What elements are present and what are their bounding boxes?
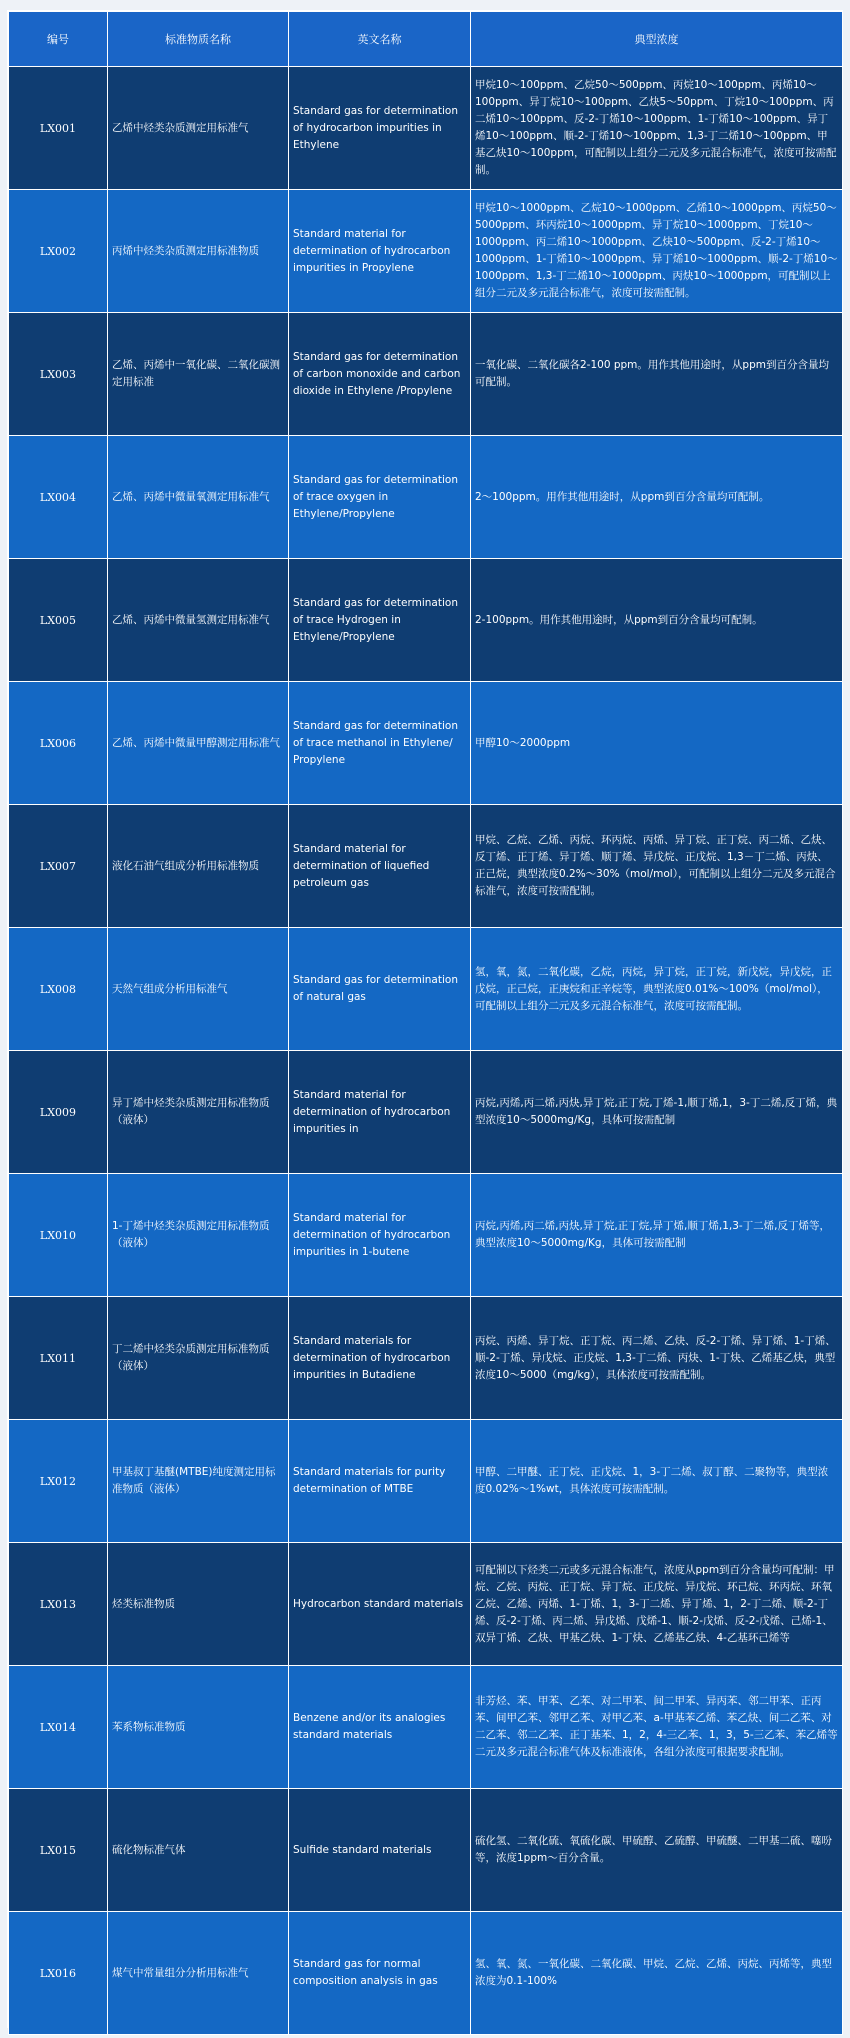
cell-code: LX013 [9,1543,108,1666]
cell-code: LX011 [9,1297,108,1420]
table-row [9,1174,843,1297]
table-row [9,1789,843,1912]
table-row [9,190,843,313]
table-row [9,559,843,682]
cell-concentration: 丙烷,丙烯,丙二烯,丙炔,异丁烷,正丁烷,异丁烯,顺丁烯,1,3-丁二烯,反丁烯等，典型浓度10～5000mg/Kg，具体可按需配制 [471,1174,843,1297]
cell-concentration: 甲烷10～1000ppm、乙烷10～1000ppm、乙烯10～1000ppm、丙烷50～5000ppm、环丙烷10～1000ppm、异丁烷10～1000ppm、丁烷10～1000ppm、丙二烯10～1000ppm、乙炔10～500ppm、反-2-丁烯10～1000ppm、1-丁烯10～1000ppm、异丁烯10～1000ppm、顺-2-丁烯10～1000ppm、1,3-丁二烯10～1000ppm、丙炔10～1000ppm，可配制以上组分二元及多元混合标准气，浓度可按需配制。 [471,190,843,313]
standard-materials-table [8,11,843,2035]
cell-name-cn: 硫化物标准气体 [108,1789,289,1912]
table-row [9,1543,843,1666]
cell-code: LX012 [9,1420,108,1543]
cell-name-cn: 乙烯中烃类杂质测定用标准气 [108,67,289,190]
cell-name-en: Standard materials for purity determination of MTBE [289,1420,471,1543]
cell-name-cn: 乙烯、丙烯中微量甲醇测定用标准气 [108,682,289,805]
table-row [9,67,843,190]
cell-code: LX004 [9,436,108,559]
header-code: 编号 [9,12,108,67]
cell-concentration: 2～100ppm。用作其他用途时，从ppm到百分含量均可配制。 [471,436,843,559]
cell-name-cn: 乙烯、丙烯中微量氢测定用标准气 [108,559,289,682]
cell-name-en: Sulfide standard materials [289,1789,471,1912]
cell-name-cn: 天然气组成分析用标准气 [108,928,289,1051]
table-row [9,436,843,559]
cell-concentration: 甲醇、二甲醚、正丁烷、正戊烷、1，3-丁二烯、叔丁醇、二聚物等，典型浓度0.02%～1%wt，具体浓度可按需配制。 [471,1420,843,1543]
cell-name-en: Standard gas for determination of hydrocarbon impurities in Ethylene [289,67,471,190]
cell-name-cn: 乙烯、丙烯中微量氧测定用标准气 [108,436,289,559]
cell-code: LX015 [9,1789,108,1912]
cell-code: LX006 [9,682,108,805]
cell-code: LX008 [9,928,108,1051]
cell-name-cn: 煤气中常量组分分析用标准气 [108,1912,289,2035]
cell-name-cn: 1-丁烯中烃类杂质测定用标准物质（液体） [108,1174,289,1297]
cell-concentration: 氢，氧，氮，二氧化碳，乙烷，丙烷，异丁烷，正丁烷，新戊烷，异戊烷，正戊烷，正己烷，正庚烷和正辛烷等，典型浓度0.01%～100%（mol/mol），可配制以上组分二元及多元混合标准气，浓度可按需配制。 [471,928,843,1051]
cell-concentration: 非芳烃、苯、甲苯、乙苯、对二甲苯、间二甲苯、异丙苯、邻二甲苯、正丙苯、间甲乙苯、邻甲乙苯、对甲乙苯、a-甲基苯乙烯、苯乙炔、间二乙苯、对二乙苯、邻二乙苯、正丁基苯、1，2，4-三乙苯、1，3，5-三乙苯、苯乙烯等二元及多元混合标准气体及标准液体，各组分浓度可根据要求配制。 [471,1666,843,1789]
header-name-en: 英文名称 [289,12,471,67]
cell-code: LX007 [9,805,108,928]
table-row [9,1420,843,1543]
cell-name-en: Standard gas for determination of natural gas [289,928,471,1051]
cell-name-cn: 丙烯中烃类杂质测定用标准物质 [108,190,289,313]
cell-name-cn: 液化石油气组成分析用标准物质 [108,805,289,928]
cell-name-en: Standard gas for normal composition analysis in gas [289,1912,471,2035]
cell-concentration: 甲烷、乙烷、乙烯、丙烷、环丙烷、丙烯、异丁烷、正丁烷、丙二烯、乙炔、反丁烯、正丁烯、异丁烯、顺丁烯、异戊烷、正戊烷、1,3－丁二烯、丙炔、正己烷，典型浓度0.2%～30%（mol/mol），可配制以上组分二元及多元混合标准气，浓度可按需配制。 [471,805,843,928]
table-row [9,1051,843,1174]
cell-concentration: 丙烷、丙烯、异丁烷、正丁烷、丙二烯、乙炔、反-2-丁烯、异丁烯、1-丁烯、顺-2-丁烯、异戊烷、正戊烷、1,3-丁二烯、丙炔、1-丁炔、乙烯基乙炔，典型浓度10～5000（mg/kg），具体浓度可按需配制。 [471,1297,843,1420]
cell-name-cn: 烃类标准物质 [108,1543,289,1666]
cell-name-en: Standard material for determination of hydrocarbon impurities in [289,1051,471,1174]
cell-name-en: Standard material for determination of hydrocarbon impurities in 1-butene [289,1174,471,1297]
cell-code: LX014 [9,1666,108,1789]
cell-concentration: 氢、氧、氮、一氧化碳、二氧化碳、甲烷、乙烷、乙烯、丙烷、丙烯等，典型浓度为0.1-100% [471,1912,843,2035]
cell-name-cn: 丁二烯中烃类杂质测定用标准物质（液体） [108,1297,289,1420]
table-row [9,313,843,436]
cell-name-en: Standard material for determination of hydrocarbon impurities in Propylene [289,190,471,313]
table-row [9,805,843,928]
cell-name-en: Standard materials for determination of hydrocarbon impurities in Butadiene [289,1297,471,1420]
cell-name-en: Standard gas for determination of trace Hydrogen in Ethylene/Propylene [289,559,471,682]
cell-name-cn: 乙烯、丙烯中一氧化碳、二氧化碳测定用标准 [108,313,289,436]
cell-code: LX002 [9,190,108,313]
cell-name-en: Standard material for determination of liquefied petroleum gas [289,805,471,928]
cell-name-cn: 甲基叔丁基醚(MTBE)纯度测定用标准物质（液体） [108,1420,289,1543]
cell-concentration: 2-100ppm。用作其他用途时，从ppm到百分含量均可配制。 [471,559,843,682]
cell-name-cn: 异丁烯中烃类杂质测定用标准物质（液体） [108,1051,289,1174]
cell-concentration: 丙烷,丙烯,丙二烯,丙炔,异丁烷,正丁烷,丁烯-1,顺丁烯,1，3-丁二烯,反丁烯，典型浓度10～5000mg/Kg，具体可按需配制 [471,1051,843,1174]
cell-concentration: 可配制以下烃类二元或多元混合标准气，浓度从ppm到百分含量均可配制：甲烷、乙烷、丙烷、正丁烷、异丁烷、正戊烷、异戊烷、环己烷、环丙烷、环氧乙烷、乙烯、丙烯、1-丁烯、1，3-丁二烯、异丁烯、1，2-丁二烯、顺-2-丁烯、反-2-丁烯、丙二烯、异戊烯、戊烯-1、顺-2-戊烯、反-2-戊烯、己烯-1、双异丁烯、乙炔、甲基乙炔、1-丁炔、乙烯基乙炔、4-乙基环己烯等 [471,1543,843,1666]
cell-name-en: Hydrocarbon standard materials [289,1543,471,1666]
cell-concentration: 一氧化碳、二氧化碳各2-100 ppm。用作其他用途时，从ppm到百分含量均可配制。 [471,313,843,436]
table-row [9,928,843,1051]
table-row [9,1297,843,1420]
header-name-cn: 标准物质名称 [108,12,289,67]
cell-code: LX010 [9,1174,108,1297]
cell-name-en: Standard gas for determination of trace methanol in Ethylene/ Propylene [289,682,471,805]
cell-code: LX005 [9,559,108,682]
cell-concentration: 甲醇10～2000ppm [471,682,843,805]
cell-code: LX016 [9,1912,108,2035]
cell-code: LX001 [9,67,108,190]
cell-name-cn: 苯系物标准物质 [108,1666,289,1789]
cell-code: LX003 [9,313,108,436]
standard-materials-table-container [7,10,843,2028]
table-row [9,1666,843,1789]
table-header-row [9,12,843,67]
header-concentration: 典型浓度 [471,12,843,67]
cell-concentration: 硫化氢、二氧化硫、氧硫化碳、甲硫醇、乙硫醇、甲硫醚、二甲基二硫、噻吩等，浓度1ppm～百分含量。 [471,1789,843,1912]
table-row [9,682,843,805]
cell-concentration: 甲烷10～100ppm、乙烷50～500ppm、丙烷10～100ppm、丙烯10～100ppm、异丁烷10～100ppm、乙炔5～50ppm、丁烷10～100ppm、丙二烯10～100ppm、反-2-丁烯10～100ppm、1-丁烯10～100ppm、异丁烯10～100ppm、顺-2-丁烯10～100ppm、1,3-丁二烯10～100ppm、甲基乙炔10～100ppm，可配制以上组分二元及多元混合标准气，浓度可按需配制。 [471,67,843,190]
cell-name-en: Standard gas for determination of carbon monoxide and carbon dioxide in Ethylene /Propylene [289,313,471,436]
cell-name-en: Standard gas for determination of trace oxygen in Ethylene/Propylene [289,436,471,559]
cell-code: LX009 [9,1051,108,1174]
cell-name-en: Benzene and/or its analogies standard materials [289,1666,471,1789]
table-row [9,1912,843,2035]
